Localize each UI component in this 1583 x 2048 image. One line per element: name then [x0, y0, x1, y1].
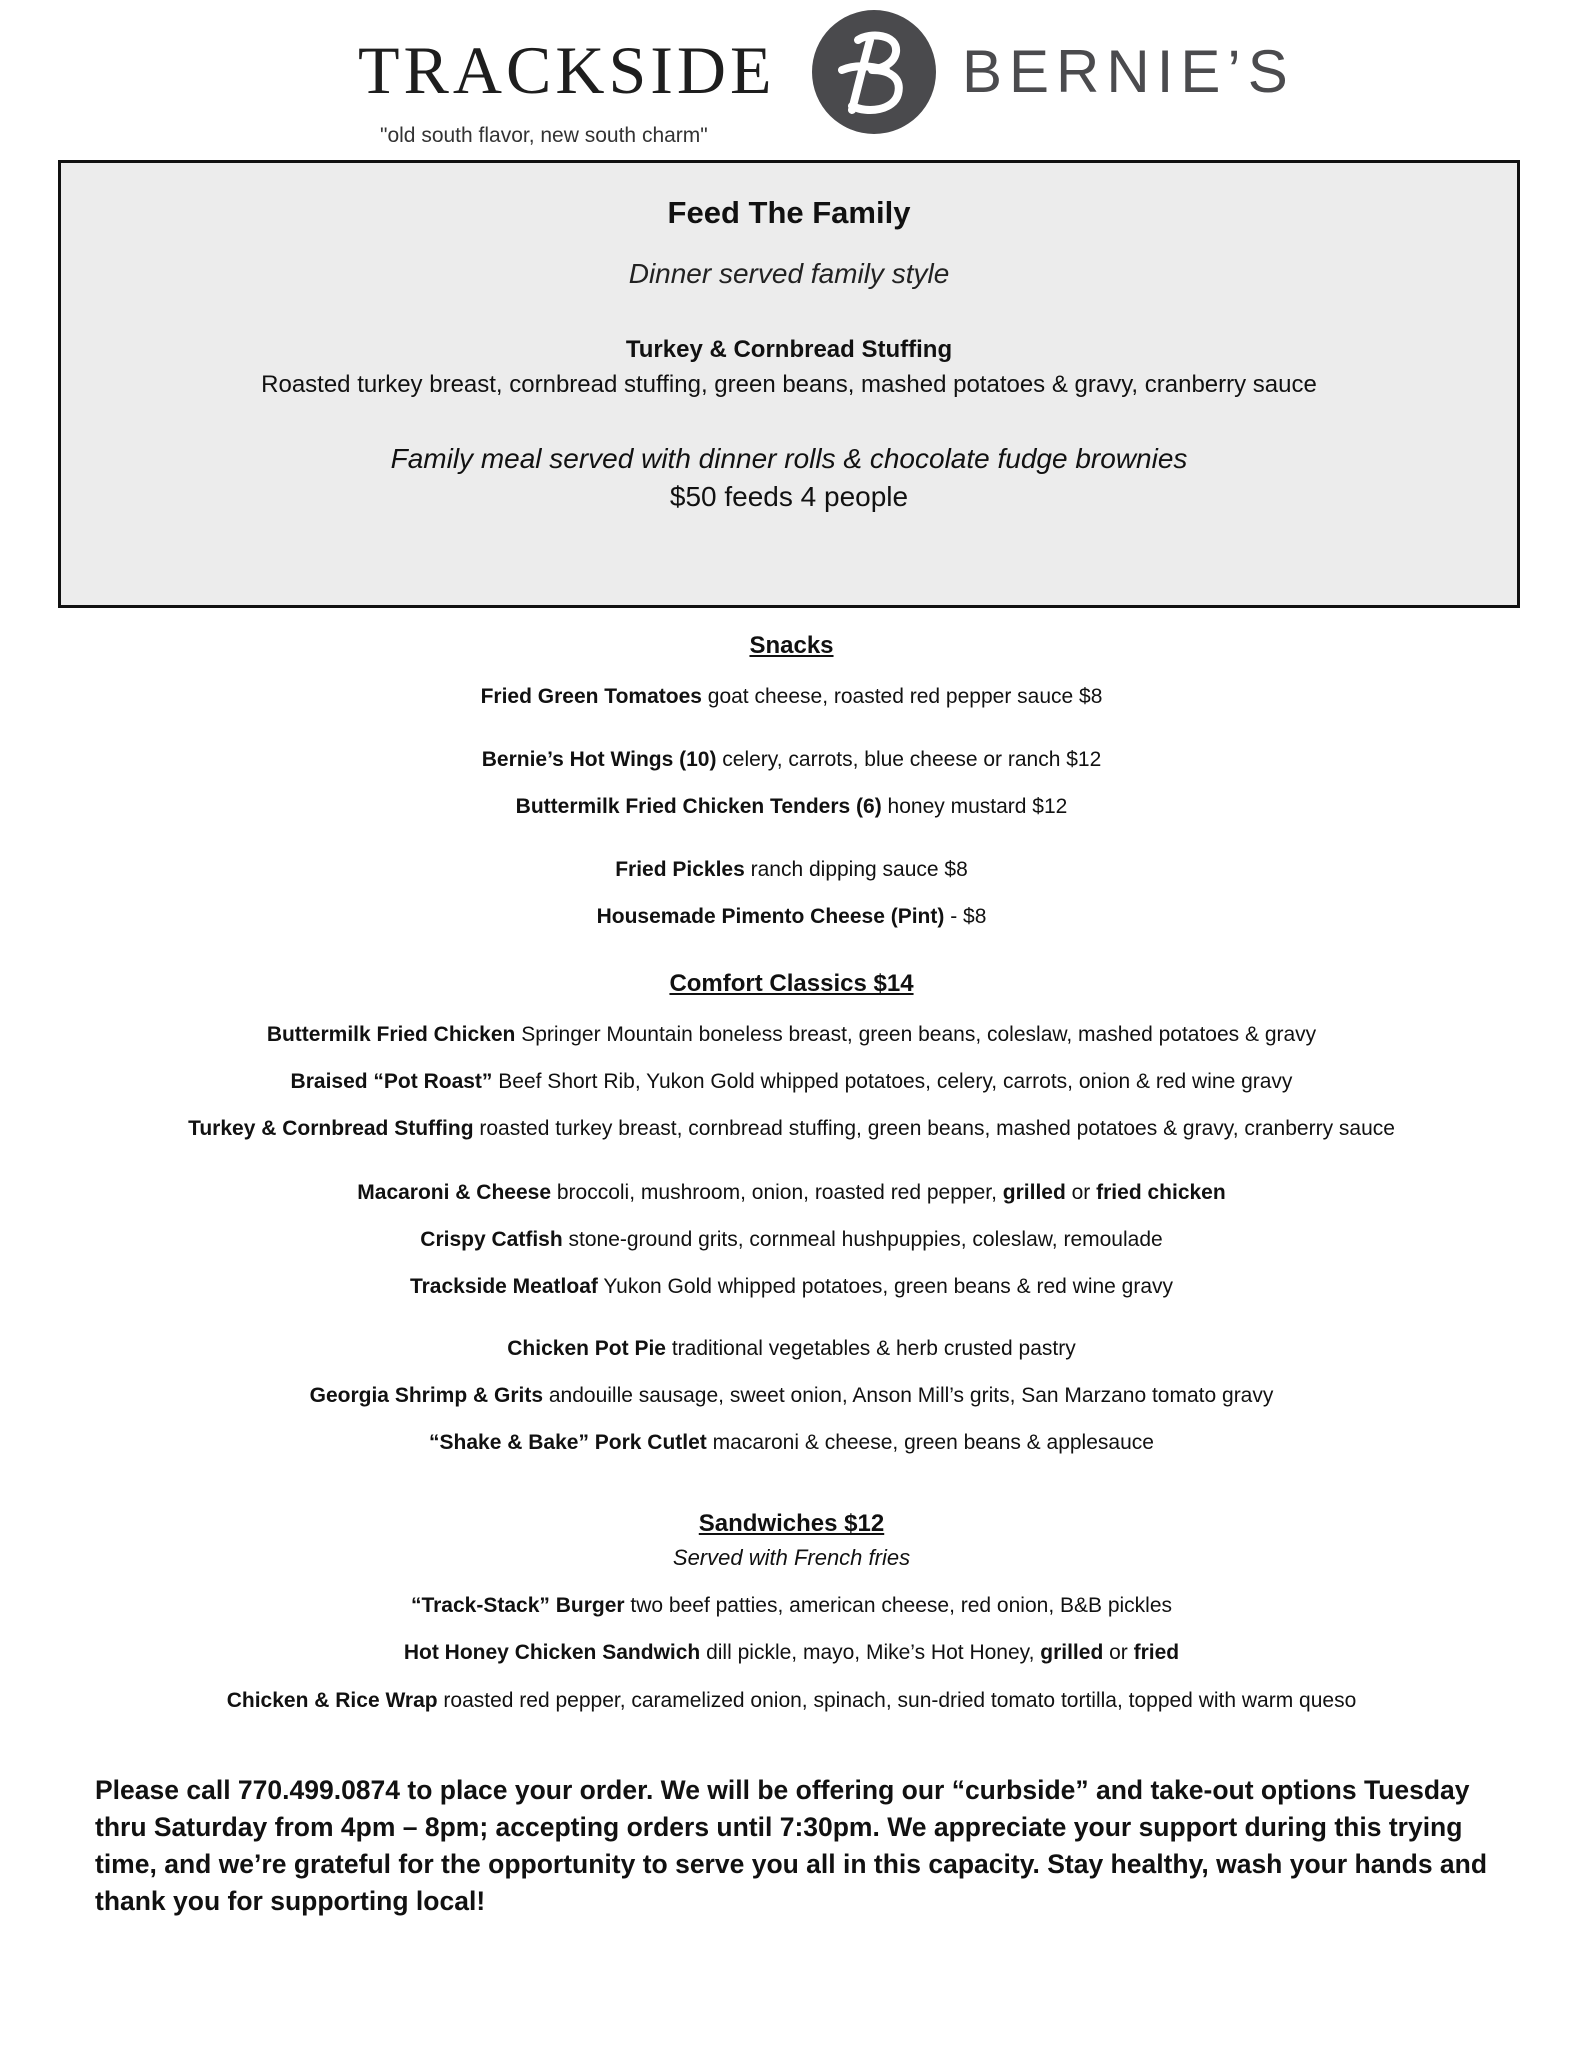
menu-item: Trackside Meatloaf Yukon Gold whipped potatoes, green beans & red wine gravy — [409, 1275, 1174, 1298]
menu-item: Macaroni & Cheese broccoli, mushroom, onion, roasted red pepper, grilled or fried chicken — [357, 1181, 1226, 1204]
menu-item: Hot Honey Chicken Sandwich dill pickle, mayo, Mike’s Hot Honey, grilled or fried — [403, 1641, 1180, 1664]
family-title: Feed The Family — [667, 195, 911, 230]
bernies-wordmark: BERNIE’S — [962, 38, 1295, 105]
ordering-notice: Please call 770.499.0874 to place your order. We will be offering our “curbside” and take-out options Tuesday thru Saturday from 4pm – 8pm; accepting orders until 7:30pm. We appreciate your support during this trying time, and we’re grateful for the opportunity to serve you all in this capacity. Stay healthy, wash your hands and thank you for supporting local! — [95, 1775, 1488, 1916]
family-subtitle: Dinner served family style — [628, 258, 950, 289]
menu-item: Georgia Shrimp & Grits andouille sausage, sweet onion, Anson Mill’s grits, San Marzano tomato gravy — [309, 1384, 1274, 1407]
bernies-b-logo-icon — [812, 10, 936, 134]
menu-item: Turkey & Cornbread Stuffing roasted turkey breast, cornbread stuffing, green beans, mashed potatoes & gravy, cranberry sauce — [188, 1117, 1395, 1140]
menu-item: Chicken Pot Pie traditional vegetables & herb crusted pastry — [507, 1337, 1076, 1360]
family-price: $50 feeds 4 people — [669, 481, 909, 512]
sandwiches-subtitle: Served with French fries — [672, 1545, 911, 1570]
menu-item: Bernie’s Hot Wings (10) celery, carrots, blue cheese or ranch $12 — [481, 748, 1102, 771]
menu-item: Fried Green Tomatoes goat cheese, roasted red pepper sauce $8 — [480, 685, 1103, 708]
snacks-heading: Snacks — [749, 632, 834, 659]
family-meal-note: Family meal served with dinner rolls & chocolate fudge brownies — [390, 443, 1188, 474]
menu-header — [0, 0, 1583, 155]
menu-item: Housemade Pimento Cheese (Pint) - $8 — [596, 905, 987, 928]
menu-item: Braised “Pot Roast” Beef Short Rib, Yukon Gold whipped potatoes, celery, carrots, onion & red wine gravy — [290, 1070, 1293, 1093]
family-dish-description: Roasted turkey breast, cornbread stuffing, green beans, mashed potatoes & gravy, cranberry sauce — [261, 371, 1317, 398]
sandwiches-heading: Sandwiches $12 — [698, 1510, 885, 1537]
menu-item: Buttermilk Fried Chicken Tenders (6) honey mustard $12 — [515, 795, 1068, 818]
menu-item: Chicken & Rice Wrap roasted red pepper, caramelized onion, spinach, sun-dried tomato tortilla, topped with warm queso — [226, 1689, 1357, 1712]
comfort-classics-heading: Comfort Classics $14 — [669, 970, 914, 997]
family-dish-name: Turkey & Cornbread Stuffing — [625, 336, 953, 363]
menu-item: Crispy Catfish stone-ground grits, cornmeal hushpuppies, coleslaw, remoulade — [420, 1228, 1163, 1251]
menu-item: “Track-Stack” Burger two beef patties, american cheese, red onion, B&B pickles — [410, 1594, 1173, 1617]
menu-item: “Shake & Bake” Pork Cutlet macaroni & cheese, green beans & applesauce — [429, 1431, 1154, 1454]
menu-item: Buttermilk Fried Chicken Springer Mountain boneless breast, green beans, coleslaw, mashed potatoes & gravy — [266, 1023, 1317, 1046]
tagline: "old south flavor, new south charm" — [380, 124, 708, 147]
feed-the-family-box — [58, 160, 1520, 608]
trackside-wordmark: TRACKSIDE — [358, 32, 776, 108]
menu-item: Fried Pickles ranch dipping sauce $8 — [615, 858, 968, 881]
